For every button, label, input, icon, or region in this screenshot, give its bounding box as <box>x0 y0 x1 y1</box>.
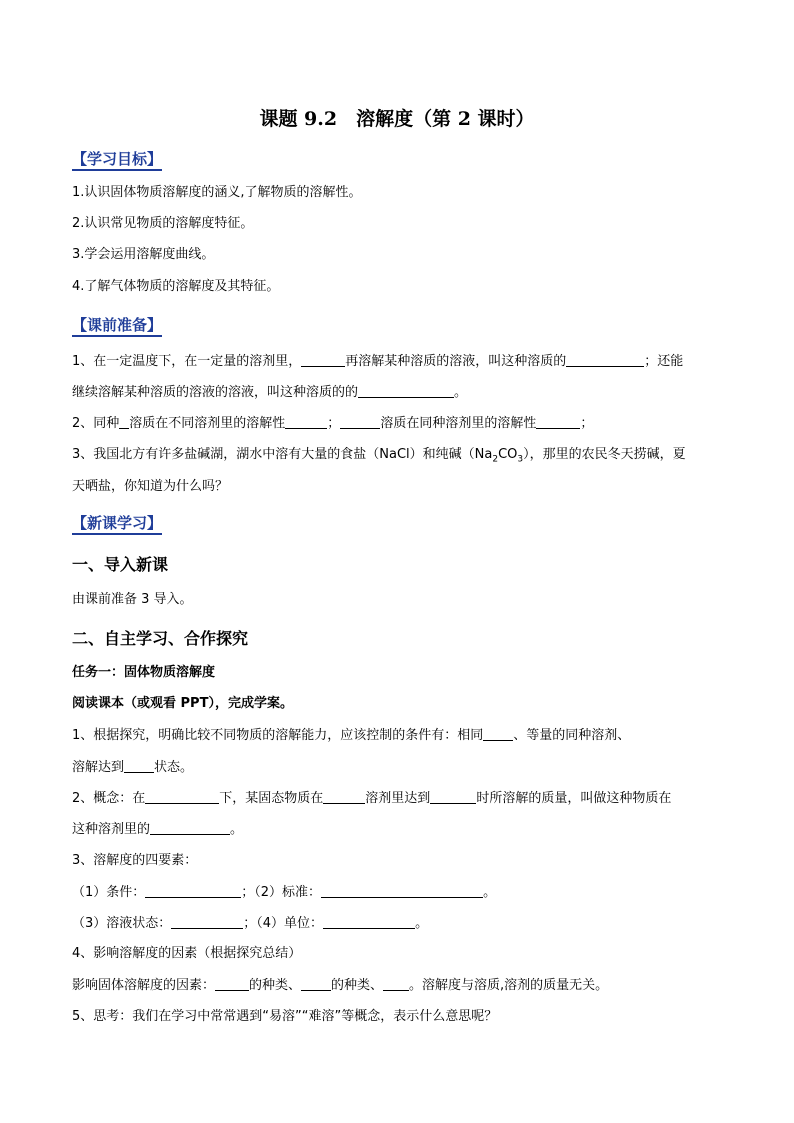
fill-blank[interactable] <box>358 383 454 398</box>
section-heading-new: 【新课学习】 <box>72 512 162 533</box>
goal-item: 1.认识固体物质溶解度的涵义,了解物质的溶解性。 <box>72 185 362 200</box>
question-4-text: 影响固体溶解度的因素： 的种类、 的种类、 。溶解度与溶质,溶剂的质量无关。 <box>72 978 609 993</box>
fill-blank[interactable] <box>285 414 327 429</box>
goal-item: 2.认识常见物质的溶解度特征。 <box>72 216 254 231</box>
fill-blank[interactable] <box>215 976 249 991</box>
prep-question-1: 1、在一定温度下，在一定量的溶剂里， 再溶解某种溶质的溶液，叫这种溶质的 ；还能 <box>72 354 684 369</box>
question-3: 3、溶解度的四要素： <box>72 853 198 868</box>
page-title: 课题 9.2 溶解度（第 2 课时） <box>259 108 535 130</box>
fill-blank[interactable] <box>119 414 129 429</box>
fill-blank[interactable] <box>536 414 580 429</box>
prep-question-2: 2、同种 溶质在不同溶剂里的溶解性 ； 溶质在同种溶剂里的溶解性 ； <box>72 416 594 431</box>
question-2-cont: 这种溶剂里的 。 <box>72 822 244 837</box>
fill-blank[interactable] <box>323 914 415 929</box>
fill-blank[interactable] <box>321 883 483 898</box>
task-heading: 任务一：固体物质溶解度 <box>72 665 216 680</box>
question-5: 5、思考：我们在学习中常常遇到“易溶”“难溶”等概念，表示什么意思呢？ <box>72 1009 498 1024</box>
question-2: 2、概念：在 下，某固态物质在 溶剂里达到 时所溶解的质量，叫做这种物质在 <box>72 791 672 806</box>
fill-blank[interactable] <box>171 914 243 929</box>
section-heading-prep: 【课前准备】 <box>72 314 162 335</box>
fill-blank[interactable] <box>483 726 513 741</box>
fill-blank[interactable] <box>340 414 380 429</box>
prep-question-3-cont: 天晒盐，你知道为什么吗？ <box>72 479 229 494</box>
fill-blank[interactable] <box>145 789 219 804</box>
fill-blank[interactable] <box>145 883 241 898</box>
prep-question-1-cont: 继续溶解某种溶质的溶液的溶液，叫这种溶质的的 。 <box>72 385 468 400</box>
fill-blank[interactable] <box>383 976 409 991</box>
part2-heading: 二、自主学习、合作探究 <box>72 629 249 648</box>
goal-item: 4.了解气体物质的溶解度及其特征。 <box>72 279 280 294</box>
fill-blank[interactable] <box>323 789 365 804</box>
goal-item: 3.学会运用溶解度曲线。 <box>72 247 215 262</box>
prep-question-3: 3、我国北方有许多盐碱湖，湖水中溶有大量的食盐（NaCl）和纯碱$(Na_2CO_3)$，那里的农民冬天捞碱，夏 <box>72 447 686 465</box>
section-heading-goals: 【学习目标】 <box>72 148 162 169</box>
question-1-cont: 溶解达到 状态。 <box>72 760 194 775</box>
reading-instruction: 阅读课本（或观看 PPT），完成学案。 <box>72 696 293 711</box>
question-1: 1、根据探究，明确比较不同物质的溶解能力，应该控制的条件有：相同 、等量的同种溶剂、 <box>72 728 631 743</box>
fill-blank[interactable] <box>301 976 331 991</box>
part1-text: 由课前准备 3 导入。 <box>72 592 193 607</box>
fill-blank[interactable] <box>124 758 154 773</box>
question-3-row-2: （3）溶液状态： ；（4）单位： 。 <box>72 916 429 931</box>
part1-heading: 一、导入新课 <box>72 555 169 574</box>
fill-blank[interactable] <box>150 820 230 835</box>
question-4: 4、影响溶解度的因素（根据探究总结） <box>72 946 302 961</box>
question-3-row-1: （1）条件： ；（2）标准： 。 <box>72 885 497 900</box>
fill-blank[interactable] <box>430 789 476 804</box>
fill-blank[interactable] <box>566 352 644 367</box>
fill-blank[interactable] <box>301 352 345 367</box>
